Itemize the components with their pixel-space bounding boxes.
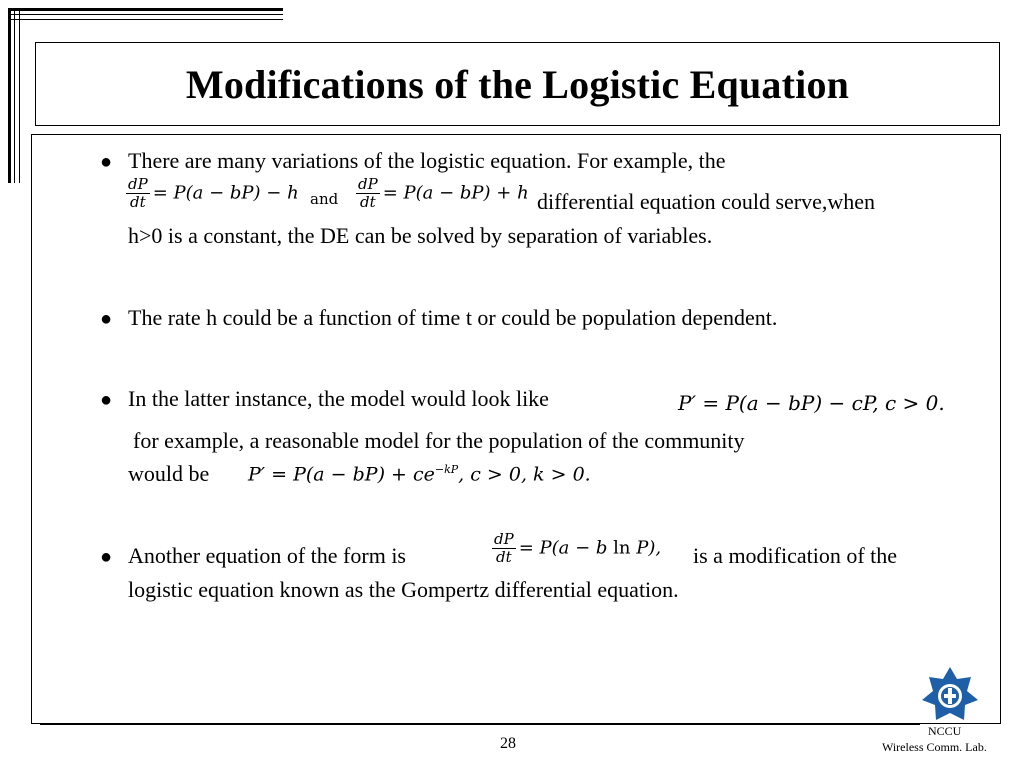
lab-name: NCCU (928, 724, 962, 738)
bullet-4-line-1-end: is a modification of the (693, 543, 898, 568)
title-box (35, 42, 1000, 126)
frame-decoration (8, 14, 283, 15)
equation-linear-harvest: P′ = P(a − bP) − cP, c > 0. (678, 391, 945, 415)
bullet-dot: ● (100, 151, 113, 173)
fraction: $\frac{dP}{dt}$ (494, 530, 514, 566)
frame-decoration (8, 19, 283, 20)
bullet-4-line-2: logistic equation known as the Gompertz differential equation. (128, 577, 679, 602)
fraction: $\frac{dP}{dt}$ (128, 175, 148, 211)
lab-subtitle: Wireless Comm. Lab. (882, 740, 987, 754)
frame-decoration (8, 8, 11, 183)
frame-decoration (19, 8, 20, 183)
equation-gompertz: $\frac{dP}{dt}$ = P(a − b ln P), (494, 530, 662, 566)
bullet-4-line-1-start: Another equation of the form is (128, 543, 406, 568)
bullet-3-line-1: In the latter instance, the model would look like (128, 386, 549, 411)
page-number: 28 (500, 735, 516, 752)
frame-decoration (8, 8, 283, 11)
bullet-dot: ● (100, 546, 113, 568)
equation-harvest-plus: $\frac{dP}{dt}$ = P(a − bP) + h (358, 175, 529, 211)
fraction: $\frac{dP}{dt}$ (358, 175, 378, 211)
equation-immigration: $P' = P(a - bP) + ce^{-kP}$, c > 0, k > 0. (248, 463, 591, 486)
bullet-dot: ● (100, 308, 113, 330)
university-emblem-icon (920, 665, 980, 725)
bullet-1-line-1: There are many variations of the logistic equation. For example, the (128, 148, 726, 173)
and-word: and (310, 190, 339, 208)
equation-harvest-minus: $\frac{dP}{dt}$ = P(a − bP) − h (128, 175, 299, 211)
bullet-1-line-3: h>0 is a constant, the DE can be solved by separation of variables. (128, 223, 713, 248)
slide-title: Modifications of the Logistic Equation (185, 61, 850, 107)
bullet-3-line-3: would be (128, 461, 210, 486)
bullet-2-line-1: The rate h could be a function of time t or could be population dependent. (128, 305, 778, 330)
bullet-dot: ● (100, 389, 113, 411)
bullet-3-line-2: for example, a reasonable model for the population of the community (133, 428, 745, 453)
frame-decoration (14, 8, 15, 183)
bullet-1-line-2: differential equation could serve,when (537, 189, 876, 214)
footer-divider (40, 724, 920, 725)
